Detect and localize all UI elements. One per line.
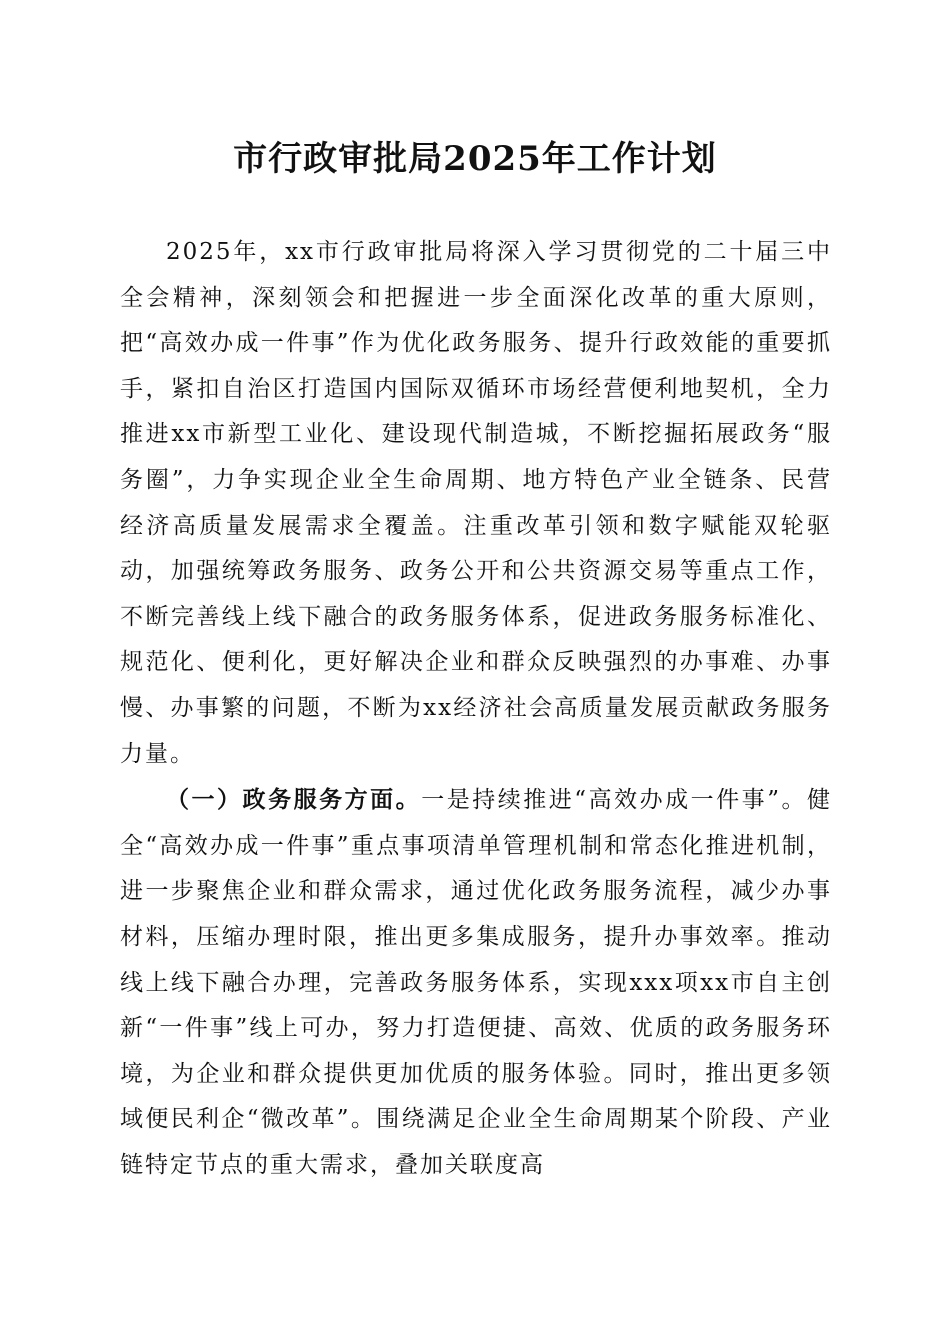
section-heading-government-services: （一）政务服务方面。	[166, 786, 422, 814]
paragraph-intro	[120, 230, 832, 777]
paragraph-government-services	[120, 777, 832, 1188]
document-body	[120, 230, 832, 1188]
document-title: 市行政审批局2025年工作计划	[233, 139, 717, 179]
paragraph-government-services-text: 一是持续推进“高效办成一件事”。健全“高效办成一件事”重点事项清单管理机制和常态化推进机制，进一步聚焦企业和群众需求，通过优化政务服务流程，减少办事材料，压缩办理时限，推出更多集成服务，提升办事效率。推动线上线下融合办理，完善政务服务体系，实现xxx项xx市自主创新“一件事”线上可办，努力打造便捷、高效、优质的政务服务环境，为企业和群众提供更加优质的服务体验。同时，推出更多领域便民利企“微改革”。围绕满足企业全生命周期某个阶段、产业链特定节点的重大需求，叠加关联度高	[120, 787, 832, 1178]
paragraph-intro-text: 2025年，xx市行政审批局将深入学习贯彻党的二十届三中全会精神，深刻领会和把握进一步全面深化改革的重大原则，把“高效办成一件事”作为优化政务服务、提升行政效能的重要抓手，紧扣自治区打造国内国际双循环市场经营便利地契机，全力推进xx市新型工业化、建设现代制造城，不断挖掘拓展政务“服务圈”，力争实现企业全生命周期、地方特色产业全链条、民营经济高质量发展需求全覆盖。注重改革引领和数字赋能双轮驱动，加强统筹政务服务、政务公开和公共资源交易等重点工作，不断完善线上线下融合的政务服务体系，促进政务服务标准化、规范化、便利化，更好解决企业和群众反映强烈的办事难、办事慢、办事繁的问题，不断为xx经济社会高质量发展贡献政务服务力量。	[120, 239, 832, 767]
